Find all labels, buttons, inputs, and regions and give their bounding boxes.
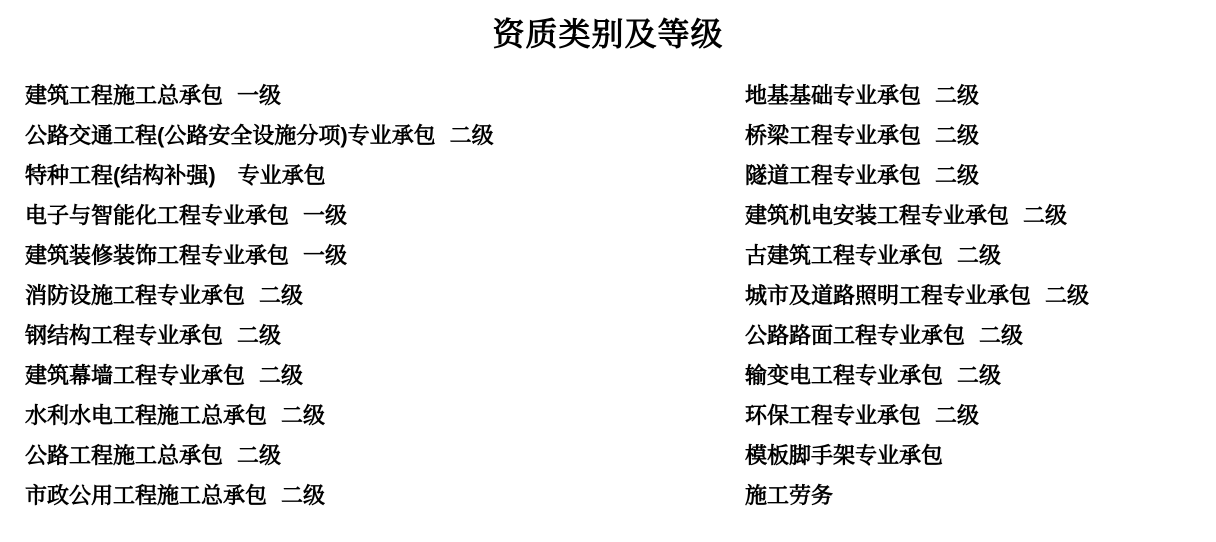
qualification-name: 古建筑工程专业承包 xyxy=(745,243,944,268)
qualification-name: 公路交通工程(公路安全设施分项)专业承包 xyxy=(25,123,436,148)
qualification-name: 模板脚手架专业承包 xyxy=(745,443,944,468)
qualification-grade: 二级 xyxy=(979,323,1024,348)
qualification-item xyxy=(25,476,745,516)
qualification-column-right xyxy=(745,76,1216,516)
qualification-item xyxy=(745,276,1216,316)
qualification-name: 施工劳务 xyxy=(745,483,834,508)
qualification-item xyxy=(745,316,1216,356)
qualification-item xyxy=(745,236,1216,276)
qualification-item xyxy=(25,276,745,316)
qualification-item xyxy=(745,156,1216,196)
qualification-grade: 二级 xyxy=(957,363,1002,388)
qualification-name: 桥梁工程专业承包 xyxy=(745,123,922,148)
qualification-name: 特种工程(结构补强) 专业承包 xyxy=(25,163,326,188)
qualification-grade: 二级 xyxy=(935,163,980,188)
qualification-name: 建筑机电安装工程专业承包 xyxy=(745,203,1010,228)
qualification-name: 建筑幕墙工程专业承包 xyxy=(25,363,246,388)
qualification-item xyxy=(745,196,1216,236)
qualification-name: 公路路面工程专业承包 xyxy=(745,323,966,348)
qualification-item xyxy=(745,116,1216,156)
qualification-grade: 二级 xyxy=(259,363,304,388)
qualification-grade: 二级 xyxy=(237,323,282,348)
qualification-grade: 二级 xyxy=(957,243,1002,268)
qualification-name: 隧道工程专业承包 xyxy=(745,163,922,188)
qualification-name: 输变电工程专业承包 xyxy=(745,363,944,388)
qualification-grade: 二级 xyxy=(259,283,304,308)
qualification-item xyxy=(25,76,745,116)
qualification-name: 建筑装修装饰工程专业承包 xyxy=(25,243,290,268)
qualification-grade: 二级 xyxy=(935,123,980,148)
qualification-grade: 二级 xyxy=(1045,283,1090,308)
qualification-item xyxy=(25,116,745,156)
qualification-item xyxy=(25,156,745,196)
qualification-item xyxy=(745,476,1216,516)
qualification-name: 环保工程专业承包 xyxy=(745,403,922,428)
qualification-item xyxy=(25,436,745,476)
qualification-grade: 二级 xyxy=(237,443,282,468)
qualification-name: 城市及道路照明工程专业承包 xyxy=(745,283,1032,308)
qualification-item xyxy=(25,316,745,356)
qualification-item xyxy=(745,396,1216,436)
qualification-item xyxy=(25,356,745,396)
qualification-name: 水利水电工程施工总承包 xyxy=(25,403,268,428)
qualification-name: 市政公用工程施工总承包 xyxy=(25,483,268,508)
qualification-grade: 二级 xyxy=(935,83,980,108)
qualification-grade: 一级 xyxy=(303,243,348,268)
qualification-item xyxy=(25,396,745,436)
qualification-grade: 二级 xyxy=(1023,203,1068,228)
qualification-column-left xyxy=(25,76,745,516)
qualification-name: 建筑工程施工总承包 xyxy=(25,83,224,108)
qualification-name: 电子与智能化工程专业承包 xyxy=(25,203,290,228)
qualification-name: 地基基础专业承包 xyxy=(745,83,922,108)
qualification-grade: 一级 xyxy=(303,203,348,228)
qualification-item xyxy=(745,356,1216,396)
qualification-columns xyxy=(0,76,1216,516)
qualification-item xyxy=(25,196,745,236)
page-title: 资质类别及等级 xyxy=(492,16,724,52)
qualification-item xyxy=(745,436,1216,476)
qualification-item xyxy=(745,76,1216,116)
qualification-name: 公路工程施工总承包 xyxy=(25,443,224,468)
qualification-grade: 二级 xyxy=(935,403,980,428)
qualification-grade: 二级 xyxy=(281,403,326,428)
qualification-grade: 二级 xyxy=(281,483,326,508)
qualification-grade: 一级 xyxy=(237,83,282,108)
qualification-item xyxy=(25,236,745,276)
qualification-grade: 二级 xyxy=(449,123,494,148)
qualification-name: 钢结构工程专业承包 xyxy=(25,323,224,348)
qualification-name: 消防设施工程专业承包 xyxy=(25,283,246,308)
